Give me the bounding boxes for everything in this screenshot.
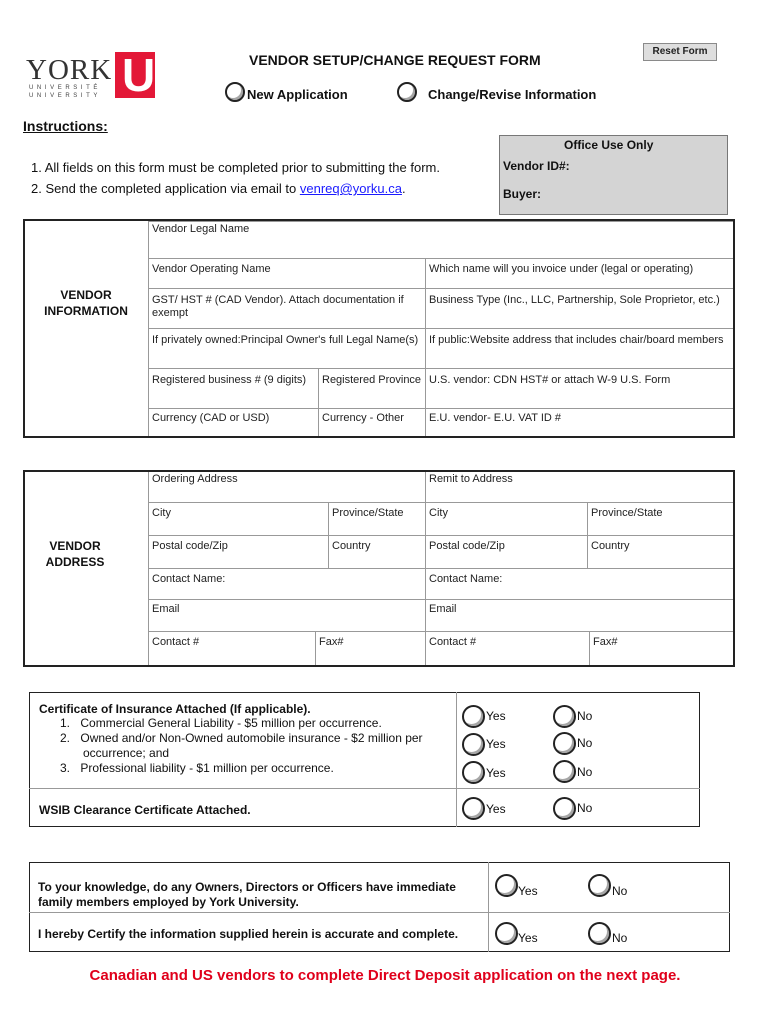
instruction-2-suffix: . — [401, 181, 406, 196]
wsib-yes-label: Yes — [486, 802, 506, 816]
cgl-no-label: No — [577, 709, 593, 723]
professional-no-radio[interactable] — [553, 760, 576, 783]
certify-yes-label: Yes — [518, 931, 538, 945]
remit-fax-field[interactable]: Fax# — [589, 631, 733, 665]
instruction-2-num: 2. — [31, 181, 42, 196]
auto-yes-label: Yes — [486, 737, 506, 751]
insurance-item-1 — [60, 716, 382, 731]
ordering-postal-field[interactable]: Postal code/Zip — [148, 535, 328, 568]
professional-no-label: No — [577, 765, 593, 779]
owner-legal-name-field[interactable]: If privately owned:Principal Owner's full Legal Name(s) — [148, 328, 425, 368]
family-no-label: No — [612, 884, 628, 898]
logo-sub-en: UNIVERSITY — [29, 93, 102, 99]
cgl-no-radio[interactable] — [553, 705, 576, 728]
currency-other-field[interactable]: Currency - Other — [318, 408, 425, 436]
remit-country-field[interactable]: Country — [587, 535, 733, 568]
new-application-label: New Application — [247, 87, 348, 102]
insurance-item-3-num: 3. — [60, 761, 71, 775]
insurance-divider-v — [456, 692, 457, 827]
remit-postal-field[interactable]: Postal code/Zip — [425, 535, 587, 568]
wsib-yes-radio[interactable] — [462, 797, 485, 820]
business-type-field[interactable]: Business Type (Inc., LLC, Partnership, Sole Proprietor, etc.) — [425, 288, 733, 328]
family-no-radio[interactable] — [588, 874, 611, 897]
insurance-item-3 — [60, 761, 334, 776]
buyer-label: Buyer: — [503, 187, 542, 201]
invoice-name-field[interactable]: Which name will you invoice under (legal or operating) — [425, 258, 733, 288]
ordering-address-field[interactable]: Ordering Address — [148, 472, 425, 502]
insurance-item-2 — [60, 731, 423, 746]
instruction-2-prefix: Send the completed application via email to — [45, 181, 300, 196]
logo-sub-fr: UNIVERSITÉ — [29, 85, 102, 91]
professional-yes-radio[interactable] — [462, 761, 485, 784]
family-yes-radio[interactable] — [495, 874, 518, 897]
eu-vat-field[interactable]: E.U. vendor- E.U. VAT ID # — [425, 408, 733, 436]
ordering-contact-number-field[interactable]: Contact # — [148, 631, 315, 665]
instruction-1-text: All fields on this form must be completed prior to submitting the form. — [44, 160, 440, 175]
ordering-country-field[interactable]: Country — [328, 535, 425, 568]
us-vendor-field[interactable]: U.S. vendor: CDN HST# or attach W-9 U.S. Form — [425, 368, 733, 408]
gst-hst-field[interactable]: GST/ HST # (CAD Vendor). Attach documentation if exempt — [148, 288, 425, 328]
certify-statement: I hereby Certify the information supplied herein is accurate and complete. — [38, 927, 459, 941]
insurance-item-1-num: 1. — [60, 716, 71, 730]
cgl-yes-label: Yes — [486, 709, 506, 723]
declarations-divider-v — [488, 862, 489, 952]
insurance-item-2-num: 2. — [60, 731, 71, 745]
family-employed-question-2: family members employed by York University. — [38, 895, 299, 909]
family-employed-question-1: To your knowledge, do any Owners, Directors or Officers have immediate — [38, 880, 456, 894]
ordering-city-field[interactable]: City — [148, 502, 328, 535]
vendor-address-label-2: ADDRESS — [45, 555, 105, 569]
vendor-email-link[interactable]: venreq@yorku.ca — [299, 181, 402, 196]
vendor-operating-name-field[interactable]: Vendor Operating Name — [148, 258, 425, 288]
insurance-item-3-text: Professional liability - $1 million per occurrence. — [80, 761, 334, 775]
certify-no-label: No — [612, 931, 628, 945]
change-information-label: Change/Revise Information — [428, 87, 597, 102]
vendor-legal-name-field[interactable]: Vendor Legal Name — [148, 221, 733, 258]
instructions-heading: Instructions: — [23, 118, 108, 134]
remit-contact-number-field[interactable]: Contact # — [425, 631, 589, 665]
instruction-2 — [31, 181, 406, 196]
logo-word: YORK — [26, 54, 113, 86]
insurance-item-1-text: Commercial General Liability - $5 million per occurrence. — [80, 716, 382, 730]
reset-form-button[interactable]: Reset Form — [643, 43, 717, 61]
certify-yes-radio[interactable] — [495, 922, 518, 945]
insurance-item-2-text: Owned and/or Non-Owned automobile insurance - $2 million per — [80, 731, 423, 745]
wsib-no-label: No — [577, 801, 593, 815]
new-application-radio[interactable] — [225, 82, 245, 102]
ordering-fax-field[interactable]: Fax# — [315, 631, 425, 665]
registered-business-number-field[interactable]: Registered business # (9 digits) — [148, 368, 318, 408]
vendor-info-label-2: INFORMATION — [44, 304, 128, 318]
currency-field[interactable]: Currency (CAD or USD) — [148, 408, 318, 436]
vendor-info-label-1: VENDOR — [60, 288, 112, 302]
instruction-1-num: 1. — [31, 160, 42, 175]
ordering-contact-name-field[interactable]: Contact Name: — [148, 568, 425, 599]
wsib-label: WSIB Clearance Certificate Attached. — [39, 803, 251, 817]
ordering-email-field[interactable]: Email — [148, 599, 425, 631]
office-use-box — [499, 135, 728, 215]
remit-province-field[interactable]: Province/State — [587, 502, 733, 535]
logo-u-mark: U — [115, 52, 155, 98]
auto-no-radio[interactable] — [553, 732, 576, 755]
insurance-heading: Certificate of Insurance Attached (If applicable). — [39, 702, 311, 716]
york-logo — [26, 49, 156, 102]
ordering-province-field[interactable]: Province/State — [328, 502, 425, 535]
remit-email-field[interactable]: Email — [425, 599, 733, 631]
registered-province-field[interactable]: Registered Province — [318, 368, 425, 408]
vendor-id-label: Vendor ID#: — [503, 159, 570, 173]
instruction-1 — [31, 160, 440, 175]
wsib-no-radio[interactable] — [553, 797, 576, 820]
office-use-title: Office Use Only — [564, 138, 654, 152]
auto-no-label: No — [577, 736, 593, 750]
remit-city-field[interactable]: City — [425, 502, 587, 535]
public-website-field[interactable]: If public:Website address that includes chair/board members — [425, 328, 733, 368]
remit-contact-name-field[interactable]: Contact Name: — [425, 568, 733, 599]
insurance-item-2-cont: occurrence; and — [83, 746, 170, 760]
direct-deposit-notice: Canadian and US vendors to complete Direct Deposit application on the next page. — [89, 967, 681, 984]
form-title: VENDOR SETUP/CHANGE REQUEST FORM — [249, 52, 541, 68]
change-information-radio[interactable] — [397, 82, 417, 102]
insurance-divider-h — [29, 788, 700, 789]
certify-no-radio[interactable] — [588, 922, 611, 945]
remit-address-field[interactable]: Remit to Address — [425, 472, 733, 502]
declarations-divider-h — [29, 912, 730, 913]
family-yes-label: Yes — [518, 884, 538, 898]
vendor-address-label-1: VENDOR — [49, 539, 101, 553]
cgl-yes-radio[interactable] — [462, 705, 485, 728]
professional-yes-label: Yes — [486, 766, 506, 780]
auto-yes-radio[interactable] — [462, 733, 485, 756]
